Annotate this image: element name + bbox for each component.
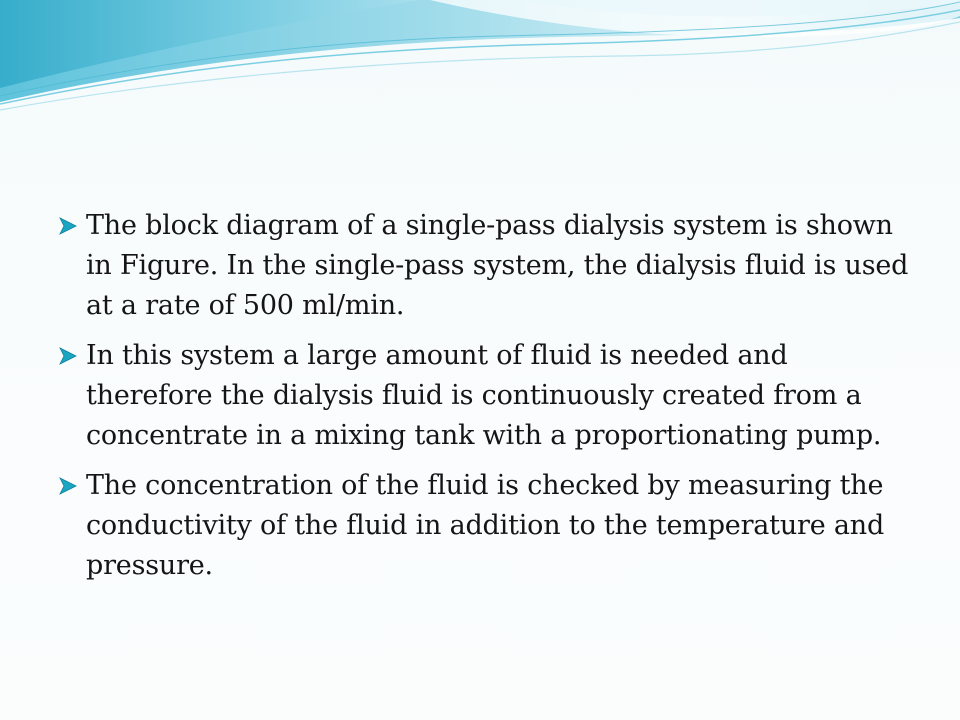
arrow-bullet-icon bbox=[58, 206, 86, 246]
bullet-list bbox=[58, 206, 918, 596]
bullet-text: The block diagram of a single-pass dialysis system is shown in Figure. In the single-pass system, the dialysis fluid is used at a rate of 500 ml/min. bbox=[86, 210, 909, 321]
list-item bbox=[58, 206, 918, 326]
list-item bbox=[58, 466, 918, 586]
header-wave-decoration bbox=[0, 0, 960, 120]
bullet-text: The concentration of the fluid is checked by measuring the conductivity of the fluid in addition to the temperature and pressure. bbox=[86, 470, 885, 581]
arrow-bullet-icon bbox=[58, 466, 86, 506]
list-item bbox=[58, 336, 918, 456]
bullet-text: In this system a large amount of fluid is needed and therefore the dialysis fluid is continuously created from a concentrate in a mixing tank with a proportionating pump. bbox=[86, 340, 882, 451]
arrow-bullet-icon bbox=[58, 336, 86, 376]
